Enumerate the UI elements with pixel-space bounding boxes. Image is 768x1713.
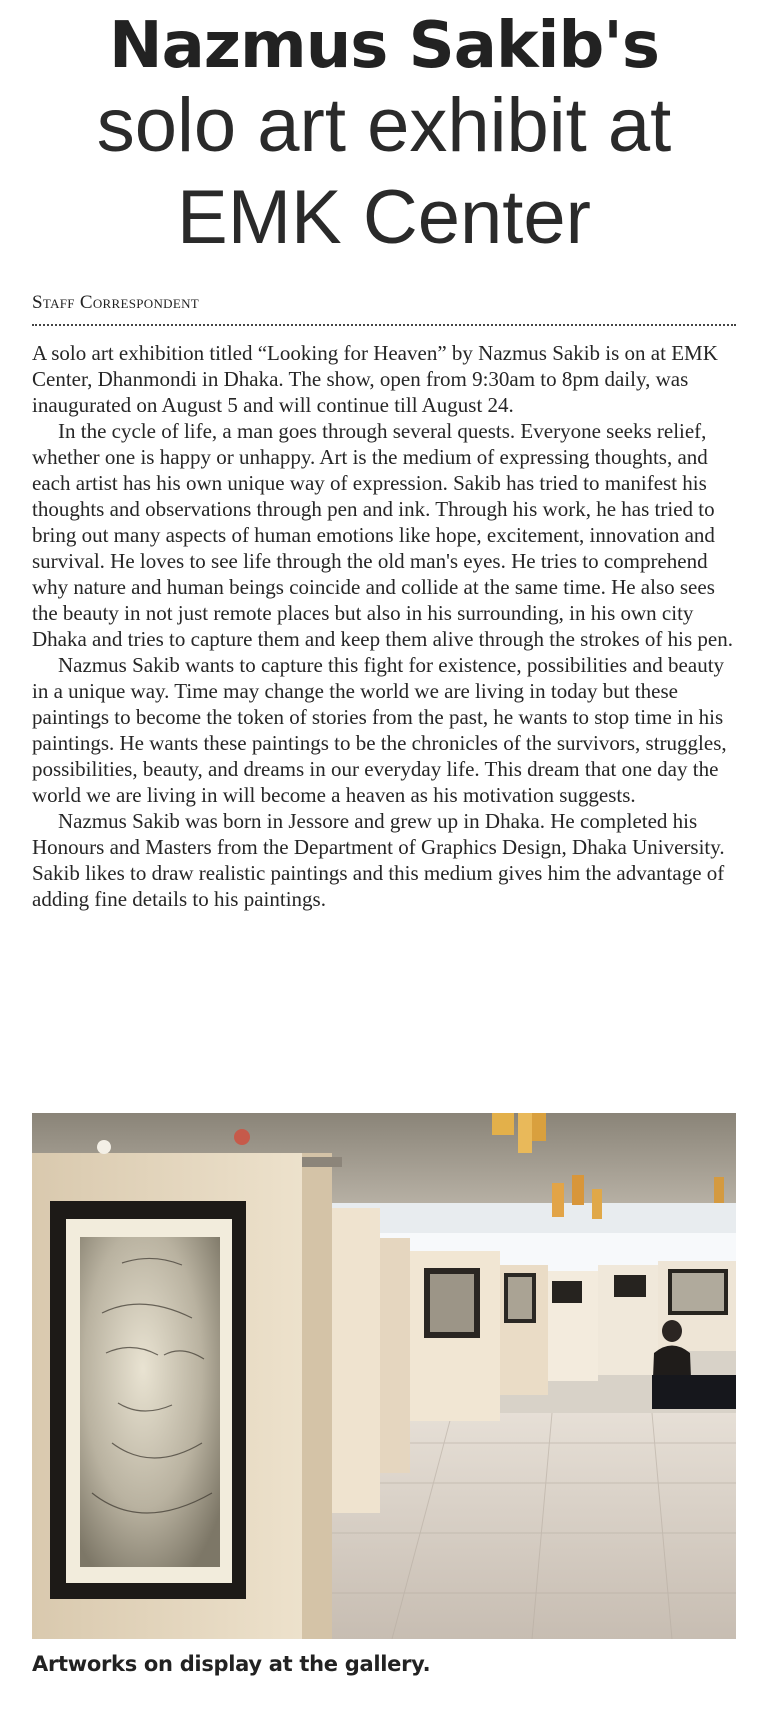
dotted-divider: [32, 324, 736, 326]
headline-light-line-1: solo art exhibit at: [96, 83, 672, 168]
paragraph: Nazmus Sakib was born in Jessore and grew up in Dhaka. He completed his Honours and Masters from the Department of Graphics Design, Dhaka University. Sakib likes to draw realistic paintings and this medium gives him the advantage of adding fine details to his paintings.: [32, 809, 725, 911]
paragraph: Nazmus Sakib wants to capture this fight for existence, possibilities and beauty in a unique way. Time may change the world we are living in today but these paintings to become the token of stories from the past, he wants to stop time in his paintings. He wants these paintings to be the chronicles of the survivors, struggles, possibilities, beauty, and dreams in our everyday life. This dream that one day the world we are living in will become a heaven as his motivation suggests.: [32, 653, 727, 807]
article-body: [32, 340, 736, 912]
paragraph: In the cycle of life, a man goes through several quests. Everyone seeks relief, whether one is happy or unhappy. Art is the medium of expressing thoughts, and each artist has his own unique way of expression. Sakib has tried to manifest his thoughts and observations through pen and ink. Through his work, he has tried to bring out many aspects of human emotions like hope, excitement, innovation and survival. He loves to see life through the old man's eyes. He tries to comprehend why nature and human beings coincide and collide at the same time. He also sees the beauty in not just remote places but also in his surrounding, in his own city Dhaka and tries to capture them and keep them alive through the strokes of his pen.: [32, 419, 733, 651]
byline: Staff Correspondent: [32, 292, 200, 313]
headline: [32, 0, 736, 262]
headline-bold-line: Nazmus Sakib's: [109, 9, 659, 83]
paragraph: A solo art exhibition titled “Looking for Heaven” by Nazmus Sakib is on at EMK Center, Dhanmondi in Dhaka. The show, open from 9:30am to 8pm daily, was inaugurated on August 5 and will continue till August 24.: [32, 341, 718, 417]
headline-light-line-2: EMK Center: [177, 175, 591, 260]
gallery-illustration: [32, 1113, 736, 1639]
article: [32, 0, 736, 1676]
photo-caption: Artworks on display at the gallery.: [32, 1652, 431, 1676]
gallery-photo: [32, 1113, 736, 1639]
